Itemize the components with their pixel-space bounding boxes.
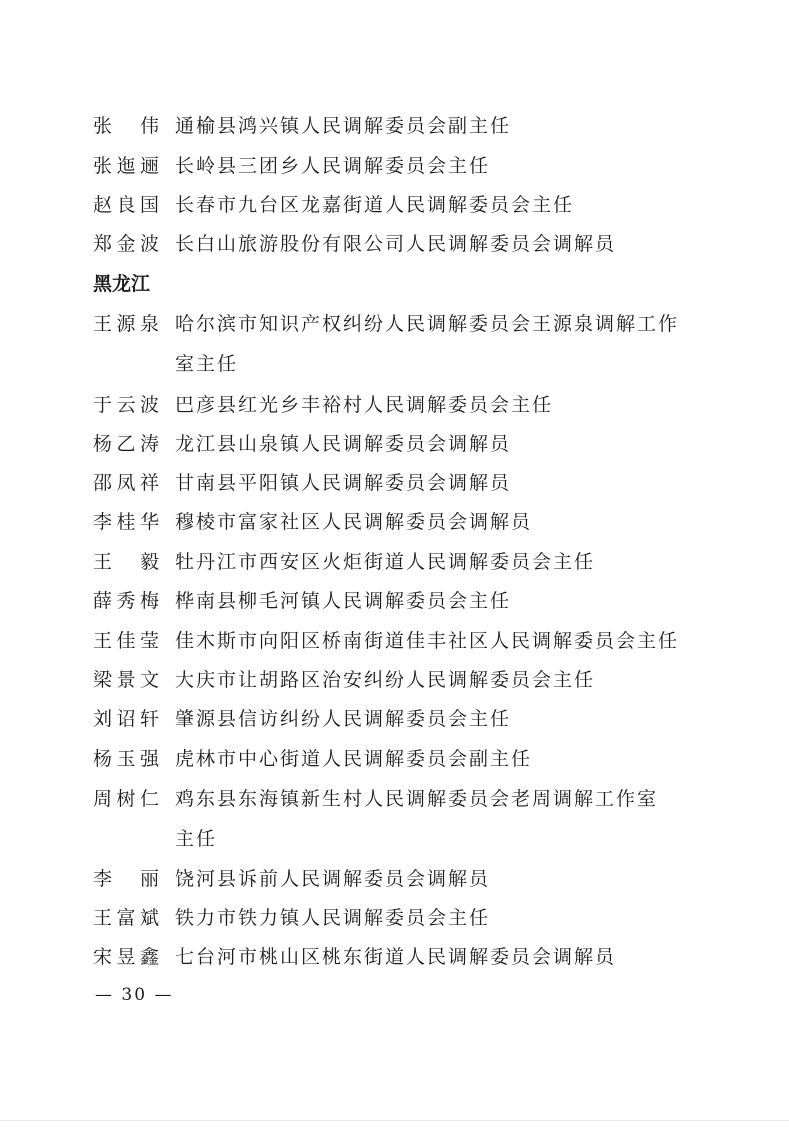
person-name: 王佳莹	[93, 630, 159, 652]
person-title: 长春市九台区龙嘉街道人民调解委员会主任	[175, 194, 575, 216]
person-title-line2: 主任	[175, 828, 218, 850]
person-name: 邵凤祥	[93, 472, 159, 494]
person-name: 王 毅	[93, 551, 159, 573]
person-title: 甘南县平阳镇人民调解委员会调解员	[175, 472, 512, 494]
person-title: 通榆县鸿兴镇人民调解委员会副主任	[175, 115, 512, 137]
person-title-line2: 室主任	[175, 353, 239, 375]
person-title: 牡丹江市西安区火炬街道人民调解委员会主任	[175, 551, 596, 573]
person-title: 桦南县柳毛河镇人民调解委员会主任	[175, 590, 512, 612]
person-title: 肇源县信访纠纷人民调解委员会主任	[175, 708, 512, 730]
person-name: 王富斌	[93, 907, 159, 929]
person-title: 饶河县诉前人民调解委员会调解员	[175, 868, 491, 890]
person-title: 巴彦县红光乡丰裕村人民调解委员会主任	[175, 394, 554, 416]
person-title: 长岭县三团乡人民调解委员会主任	[175, 155, 491, 177]
person-name: 薛秀梅	[93, 590, 159, 612]
person-name: 杨乙涛	[93, 433, 159, 455]
page-number: — 30 —	[95, 985, 174, 1005]
person-title-line1: 哈尔滨市知识产权纠纷人民调解委员会王源泉调解工作	[175, 313, 680, 335]
person-name: 李桂华	[93, 511, 159, 533]
person-title: 铁力市铁力镇人民调解委员会主任	[175, 907, 491, 929]
person-name: 李 丽	[93, 868, 159, 890]
person-title: 穆棱市富家社区人民调解委员会调解员	[175, 511, 533, 533]
person-name: 张迤逦	[93, 155, 159, 177]
person-title: 七台河市桃山区桃东街道人民调解委员会调解员	[175, 946, 617, 968]
person-name: 刘诏轩	[93, 708, 159, 730]
person-name: 梁景文	[93, 669, 159, 691]
person-name: 周树仁	[93, 788, 159, 810]
person-name: 赵良国	[93, 194, 159, 216]
person-title: 龙江县山泉镇人民调解委员会调解员	[175, 433, 512, 455]
person-title: 虎林市中心街道人民调解委员会副主任	[175, 748, 533, 770]
person-name: 于云波	[93, 394, 159, 416]
person-title-line1: 鸡东县东海镇新生村人民调解委员会老周调解工作室	[175, 788, 659, 810]
person-name: 王源泉	[93, 313, 159, 335]
person-title: 长白山旅游股份有限公司人民调解委员会调解员	[175, 233, 617, 255]
person-name: 郑金波	[93, 233, 159, 255]
person-name: 张 伟	[93, 115, 159, 137]
province-heading: 黑龙江	[93, 273, 151, 295]
person-name: 杨玉强	[93, 748, 159, 770]
person-title: 大庆市让胡路区治安纠纷人民调解委员会主任	[175, 669, 596, 691]
person-title: 佳木斯市向阳区桥南街道佳丰社区人民调解委员会主任	[175, 630, 680, 652]
scan-edge-divider	[0, 1120, 789, 1121]
person-name: 宋昱鑫	[93, 946, 159, 968]
